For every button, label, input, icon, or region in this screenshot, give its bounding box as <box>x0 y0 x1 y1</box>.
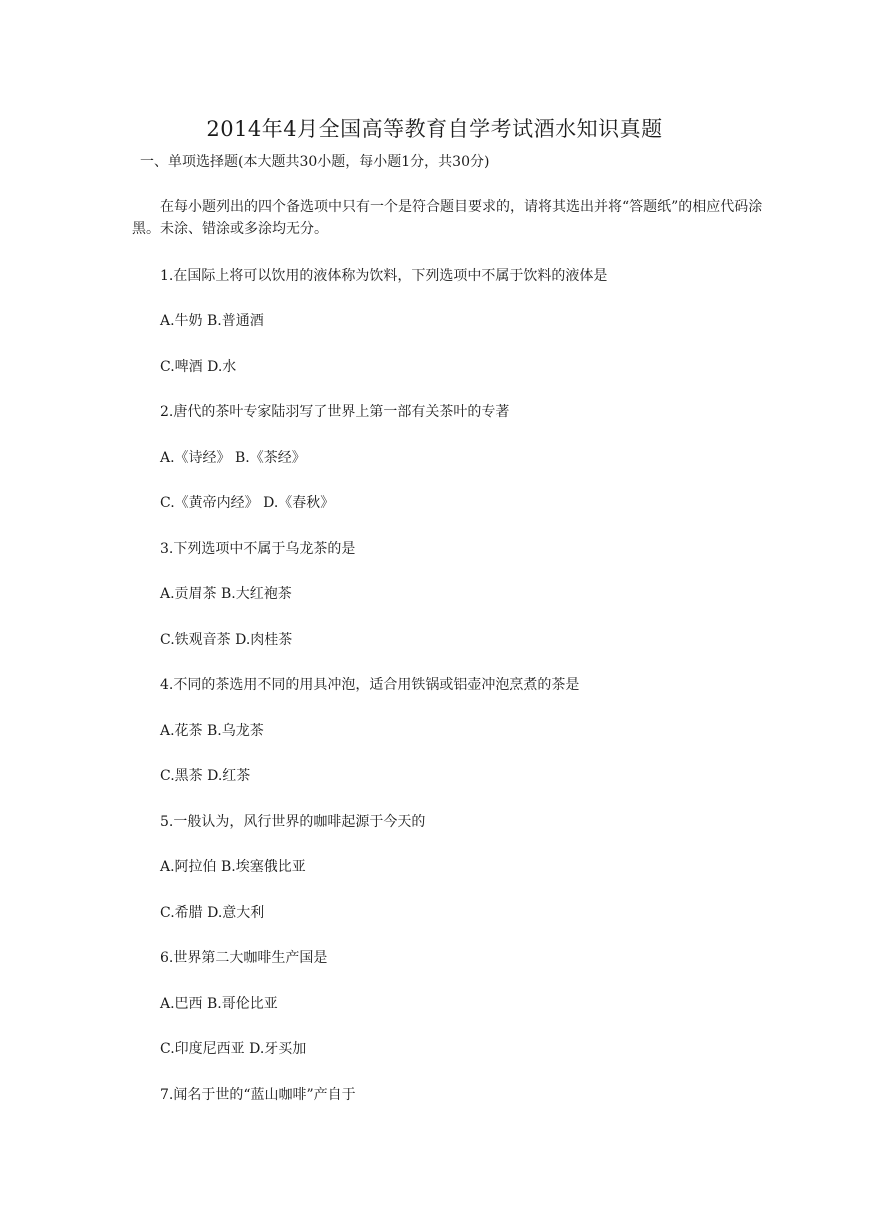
answer-options: A.花茶 B.乌龙茶 <box>160 723 264 739</box>
answer-options: A.牛奶 B.普通酒 <box>160 313 264 329</box>
section-heading: 一、单项选择题(本大题共30小题，每小题1分，共30分) <box>140 154 490 170</box>
answer-options: C.铁观音茶 D.肉桂茶 <box>160 632 293 648</box>
answer-options: C.《黄帝内经》 D.《春秋》 <box>160 495 335 511</box>
answer-options: A.阿拉伯 B.埃塞俄比亚 <box>160 859 306 875</box>
question-stem: 2.唐代的茶叶专家陆羽写了世界上第一部有关茶叶的专著 <box>160 404 510 420</box>
answer-options: A.巴西 B.哥伦比亚 <box>160 996 278 1012</box>
answer-options: C.印度尼西亚 D.牙买加 <box>160 1041 307 1057</box>
answer-options: A.《诗经》 B.《茶经》 <box>160 450 306 466</box>
question-stem: 6.世界第二大咖啡生产国是 <box>160 950 328 966</box>
instructions-paragraph: 在每小题列出的四个备选项中只有一个是符合题目要求的，请将其选出并将“答题纸”的相应代码涂黑。未涂、错涂或多涂均无分。 <box>132 199 763 237</box>
question-stem: 5.一般认为，风行世界的咖啡起源于今天的 <box>160 814 426 830</box>
question-stem: 4.不同的茶选用不同的用具冲泡，适合用铁锅或铝壶冲泡烹煮的茶是 <box>160 677 580 693</box>
question-stem: 3.下列选项中不属于乌龙茶的是 <box>160 541 356 557</box>
answer-options: A.贡眉茶 B.大红袍茶 <box>160 586 292 602</box>
question-stem: 7.闻名于世的“蓝山咖啡”产自于 <box>160 1087 356 1103</box>
answer-options: C.希腊 D.意大利 <box>160 905 265 921</box>
answer-options: C.啤酒 D.水 <box>160 359 237 375</box>
question-stem: 1.在国际上将可以饮用的液体称为饮料，下列选项中不属于饮料的液体是 <box>160 268 608 284</box>
answer-options: C.黑茶 D.红茶 <box>160 768 251 784</box>
document-title: 2014年4月全国高等教育自学考试酒水知识真题 <box>206 117 663 141</box>
